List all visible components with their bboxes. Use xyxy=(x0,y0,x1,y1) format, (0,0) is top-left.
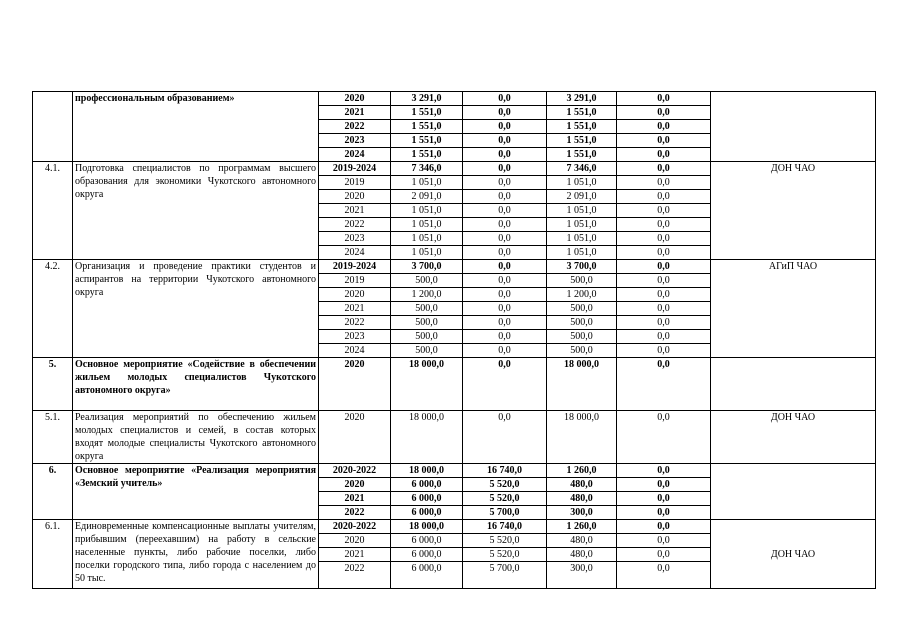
total-cell: 500,0 xyxy=(391,274,463,288)
federal-cell: 0,0 xyxy=(463,134,547,148)
regional-cell: 1 051,0 xyxy=(547,218,617,232)
other-cell: 0,0 xyxy=(617,106,711,120)
federal-cell: 0,0 xyxy=(463,260,547,274)
other-cell: 0,0 xyxy=(617,246,711,260)
federal-cell: 0,0 xyxy=(463,246,547,260)
federal-cell: 5 520,0 xyxy=(463,492,547,506)
budget-table xyxy=(32,91,876,589)
federal-cell: 0,0 xyxy=(463,302,547,316)
other-cell: 0,0 xyxy=(617,478,711,492)
activity-name: Реализация мероприятий по обеспечению жильем молодых специалистов и семей, в состав которых входят молодые специалисты Чукотского автономного округа xyxy=(73,411,319,464)
regional-cell: 1 260,0 xyxy=(547,520,617,534)
total-cell: 6 000,0 xyxy=(391,534,463,548)
federal-cell: 0,0 xyxy=(463,218,547,232)
year-cell: 2020-2022 xyxy=(319,464,391,478)
regional-cell: 500,0 xyxy=(547,330,617,344)
federal-cell: 0,0 xyxy=(463,330,547,344)
federal-cell: 16 740,0 xyxy=(463,520,547,534)
row-number: 5. xyxy=(33,358,73,411)
responsible-cell: ДОН ЧАО xyxy=(711,411,876,464)
regional-cell: 500,0 xyxy=(547,316,617,330)
other-cell: 0,0 xyxy=(617,162,711,176)
regional-cell: 1 051,0 xyxy=(547,176,617,190)
year-cell: 2023 xyxy=(319,330,391,344)
federal-cell: 0,0 xyxy=(463,120,547,134)
activity-name: Основное мероприятие «Реализация мероприятия «Земский учитель» xyxy=(73,464,319,520)
total-cell: 6 000,0 xyxy=(391,492,463,506)
other-cell: 0,0 xyxy=(617,232,711,246)
federal-cell: 5 520,0 xyxy=(463,478,547,492)
regional-cell: 1 551,0 xyxy=(547,148,617,162)
year-cell: 2022 xyxy=(319,562,391,589)
other-cell: 0,0 xyxy=(617,260,711,274)
total-cell: 6 000,0 xyxy=(391,506,463,520)
responsible-cell: АГиП ЧАО xyxy=(711,260,876,358)
total-cell: 18 000,0 xyxy=(391,520,463,534)
year-cell: 2021 xyxy=(319,106,391,120)
other-cell: 0,0 xyxy=(617,134,711,148)
federal-cell: 0,0 xyxy=(463,106,547,120)
total-cell: 1 551,0 xyxy=(391,120,463,134)
other-cell: 0,0 xyxy=(617,302,711,316)
total-cell: 500,0 xyxy=(391,316,463,330)
table-row xyxy=(33,520,876,534)
activity-name: Организация и проведение практики студентов и аспирантов на территории Чукотского автономного округа xyxy=(73,260,319,358)
year-cell: 2022 xyxy=(319,316,391,330)
activity-name: профессиональным образованием» xyxy=(73,92,319,162)
regional-cell: 480,0 xyxy=(547,534,617,548)
year-cell: 2019 xyxy=(319,274,391,288)
other-cell: 0,0 xyxy=(617,204,711,218)
federal-cell: 0,0 xyxy=(463,344,547,358)
total-cell: 1 551,0 xyxy=(391,106,463,120)
regional-cell: 2 091,0 xyxy=(547,190,617,204)
total-cell: 18 000,0 xyxy=(391,358,463,411)
federal-cell: 5 700,0 xyxy=(463,562,547,589)
total-cell: 18 000,0 xyxy=(391,464,463,478)
other-cell: 0,0 xyxy=(617,316,711,330)
responsible-cell xyxy=(711,358,876,411)
other-cell: 0,0 xyxy=(617,148,711,162)
year-cell: 2020 xyxy=(319,411,391,464)
regional-cell: 500,0 xyxy=(547,344,617,358)
total-cell: 7 346,0 xyxy=(391,162,463,176)
table-row xyxy=(33,92,876,106)
regional-cell: 480,0 xyxy=(547,478,617,492)
other-cell: 0,0 xyxy=(617,288,711,302)
federal-cell: 0,0 xyxy=(463,411,547,464)
federal-cell: 0,0 xyxy=(463,288,547,302)
regional-cell: 7 346,0 xyxy=(547,162,617,176)
total-cell: 500,0 xyxy=(391,330,463,344)
federal-cell: 16 740,0 xyxy=(463,464,547,478)
regional-cell: 18 000,0 xyxy=(547,358,617,411)
regional-cell: 300,0 xyxy=(547,562,617,589)
total-cell: 1 051,0 xyxy=(391,246,463,260)
activity-name: Подготовка специалистов по программам высшего образования для экономики Чукотского автономного округа xyxy=(73,162,319,260)
total-cell: 6 000,0 xyxy=(391,478,463,492)
responsible-cell: ДОН ЧАО xyxy=(711,520,876,589)
row-number: 6.1. xyxy=(33,520,73,589)
year-cell: 2022 xyxy=(319,506,391,520)
total-cell: 2 091,0 xyxy=(391,190,463,204)
regional-cell: 18 000,0 xyxy=(547,411,617,464)
regional-cell: 3 291,0 xyxy=(547,92,617,106)
total-cell: 18 000,0 xyxy=(391,411,463,464)
federal-cell: 0,0 xyxy=(463,162,547,176)
total-cell: 1 551,0 xyxy=(391,134,463,148)
total-cell: 3 700,0 xyxy=(391,260,463,274)
other-cell: 0,0 xyxy=(617,464,711,478)
year-cell: 2024 xyxy=(319,344,391,358)
year-cell: 2020 xyxy=(319,478,391,492)
other-cell: 0,0 xyxy=(617,120,711,134)
regional-cell: 1 551,0 xyxy=(547,134,617,148)
activity-name: Единовременные компенсационные выплаты учителям, прибывшим (переехавшим) на работу в сельские населенные пункты, либо рабочие поселки, либо поселки городского типа, либо города с населением до 50 тыс. xyxy=(73,520,319,589)
regional-cell: 1 260,0 xyxy=(547,464,617,478)
year-cell: 2023 xyxy=(319,232,391,246)
total-cell: 1 051,0 xyxy=(391,204,463,218)
responsible-cell xyxy=(711,464,876,520)
federal-cell: 0,0 xyxy=(463,92,547,106)
year-cell: 2024 xyxy=(319,246,391,260)
year-cell: 2020 xyxy=(319,92,391,106)
federal-cell: 0,0 xyxy=(463,148,547,162)
year-cell: 2019-2024 xyxy=(319,162,391,176)
activity-name: Основное мероприятие «Содействие в обеспечении жильем молодых специалистов Чукотского автономного округа» xyxy=(73,358,319,411)
other-cell: 0,0 xyxy=(617,330,711,344)
year-cell: 2024 xyxy=(319,148,391,162)
other-cell: 0,0 xyxy=(617,358,711,411)
table-row xyxy=(33,358,876,411)
table-row xyxy=(33,464,876,478)
year-cell: 2023 xyxy=(319,134,391,148)
regional-cell: 1 051,0 xyxy=(547,246,617,260)
responsible-cell xyxy=(711,92,876,162)
table-row xyxy=(33,411,876,464)
other-cell: 0,0 xyxy=(617,92,711,106)
federal-cell: 0,0 xyxy=(463,358,547,411)
year-cell: 2021 xyxy=(319,302,391,316)
total-cell: 6 000,0 xyxy=(391,548,463,562)
year-cell: 2019-2024 xyxy=(319,260,391,274)
total-cell: 1 551,0 xyxy=(391,148,463,162)
other-cell: 0,0 xyxy=(617,548,711,562)
year-cell: 2021 xyxy=(319,204,391,218)
other-cell: 0,0 xyxy=(617,492,711,506)
year-cell: 2021 xyxy=(319,548,391,562)
regional-cell: 3 700,0 xyxy=(547,260,617,274)
year-cell: 2020 xyxy=(319,534,391,548)
total-cell: 1 051,0 xyxy=(391,218,463,232)
row-number: 4.1. xyxy=(33,162,73,260)
regional-cell: 500,0 xyxy=(547,274,617,288)
federal-cell: 5 700,0 xyxy=(463,506,547,520)
responsible-cell: ДОН ЧАО xyxy=(711,162,876,260)
other-cell: 0,0 xyxy=(617,520,711,534)
federal-cell: 0,0 xyxy=(463,274,547,288)
regional-cell: 500,0 xyxy=(547,302,617,316)
federal-cell: 0,0 xyxy=(463,190,547,204)
row-number: 5.1. xyxy=(33,411,73,464)
row-number: 4.2. xyxy=(33,260,73,358)
regional-cell: 480,0 xyxy=(547,548,617,562)
regional-cell: 1 051,0 xyxy=(547,204,617,218)
row-number: 6. xyxy=(33,464,73,520)
year-cell: 2019 xyxy=(319,176,391,190)
year-cell: 2021 xyxy=(319,492,391,506)
other-cell: 0,0 xyxy=(617,344,711,358)
total-cell: 1 200,0 xyxy=(391,288,463,302)
federal-cell: 0,0 xyxy=(463,316,547,330)
total-cell: 1 051,0 xyxy=(391,176,463,190)
total-cell: 6 000,0 xyxy=(391,562,463,589)
other-cell: 0,0 xyxy=(617,411,711,464)
federal-cell: 0,0 xyxy=(463,232,547,246)
other-cell: 0,0 xyxy=(617,274,711,288)
table-row xyxy=(33,162,876,176)
regional-cell: 1 551,0 xyxy=(547,106,617,120)
year-cell: 2020-2022 xyxy=(319,520,391,534)
federal-cell: 5 520,0 xyxy=(463,548,547,562)
regional-cell: 480,0 xyxy=(547,492,617,506)
regional-cell: 1 551,0 xyxy=(547,120,617,134)
other-cell: 0,0 xyxy=(617,190,711,204)
table-row xyxy=(33,260,876,274)
total-cell: 500,0 xyxy=(391,302,463,316)
other-cell: 0,0 xyxy=(617,218,711,232)
row-number xyxy=(33,92,73,162)
other-cell: 0,0 xyxy=(617,534,711,548)
regional-cell: 1 200,0 xyxy=(547,288,617,302)
total-cell: 3 291,0 xyxy=(391,92,463,106)
year-cell: 2022 xyxy=(319,218,391,232)
total-cell: 500,0 xyxy=(391,344,463,358)
year-cell: 2020 xyxy=(319,288,391,302)
federal-cell: 0,0 xyxy=(463,204,547,218)
federal-cell: 0,0 xyxy=(463,176,547,190)
regional-cell: 300,0 xyxy=(547,506,617,520)
other-cell: 0,0 xyxy=(617,506,711,520)
other-cell: 0,0 xyxy=(617,176,711,190)
other-cell: 0,0 xyxy=(617,562,711,589)
regional-cell: 1 051,0 xyxy=(547,232,617,246)
total-cell: 1 051,0 xyxy=(391,232,463,246)
year-cell: 2020 xyxy=(319,190,391,204)
federal-cell: 5 520,0 xyxy=(463,534,547,548)
year-cell: 2022 xyxy=(319,120,391,134)
year-cell: 2020 xyxy=(319,358,391,411)
